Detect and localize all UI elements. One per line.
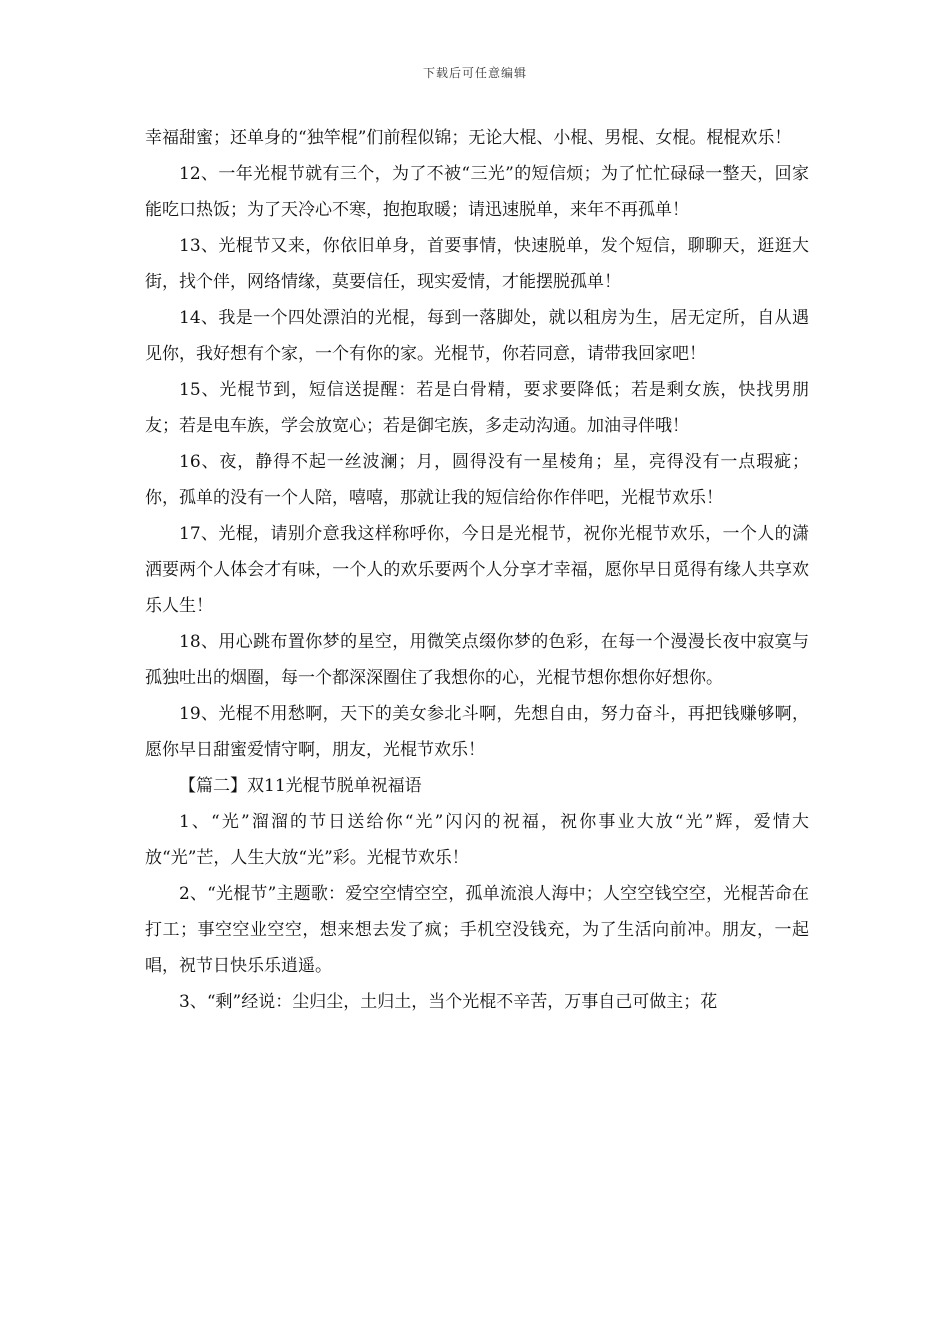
- paragraph: 16、夜，静得不起一丝波澜；月，圆得没有一星棱角；星，亮得没有一点瑕疵；你，孤单的没有一个人陪，嘻嘻，那就让我的短信给你作伴吧，光棍节欢乐！: [145, 452, 809, 508]
- paragraph: 15、光棍节到，短信送提醒：若是白骨精，要求要降低；若是剩女族，快找男朋友；若是电车族，学会放宽心；若是御宅族，多走动沟通。加油寻伴哦！: [145, 380, 809, 436]
- paragraph: 2、“光棍节”主题歌：爱空空情空空，孤单流浪人海中；人空空钱空空，光棍苦命在打工；事空空业空空，想来想去发了疯；手机空没钱充，为了生活向前冲。朋友，一起唱，祝节日快乐乐逍遥。: [145, 884, 809, 976]
- paragraph: 18、用心跳布置你梦的星空，用微笑点缀你梦的色彩，在每一个漫漫长夜中寂寞与孤独吐出的烟圈，每一个都深深圈住了我想你的心，光棍节想你想你好想你。: [145, 632, 809, 688]
- paragraph: 1、“光”溜溜的节日送给你“光”闪闪的祝福，祝你事业大放“光”辉，爱情大放“光”芒，人生大放“光”彩。光棍节欢乐！: [145, 812, 809, 868]
- paragraph: 19、光棍不用愁啊，天下的美女参北斗啊，先想自由，努力奋斗，再把钱赚够啊，愿你早日甜蜜爱情守啊，朋友，光棍节欢乐！: [145, 704, 809, 760]
- paragraph: 3、“剩”经说：尘归尘，土归土，当个光棍不辛苦，万事自己可做主；花: [179, 992, 718, 1012]
- paragraph: 幸福甜蜜；还单身的“独竿棍”们前程似锦；无论大棍、小棍、男棍、女棍。棍棍欢乐！: [145, 128, 792, 148]
- document-body: [145, 120, 809, 1020]
- page-header: 下载后可任意编辑: [422, 66, 527, 80]
- paragraph: 14、我是一个四处漂泊的光棍，每到一落脚处，就以租房为生，居无定所，自从遇见你，我好想有个家，一个有你的家。光棍节，你若同意，请带我回家吧！: [145, 308, 809, 364]
- paragraph: 13、光棍节又来，你依旧单身，首要事情，快速脱单，发个短信，聊聊天，逛逛大街，找个伴，网络情缘，莫要信任，现实爱情，才能摆脱孤单！: [145, 236, 809, 292]
- paragraph: 17、光棍，请别介意我这样称呼你，今日是光棍节，祝你光棍节欢乐，一个人的潇洒要两个人体会才有味，一个人的欢乐要两个人分享才幸福，愿你早日觅得有缘人共享欢乐人生！: [145, 524, 809, 616]
- paragraph: 12、一年光棍节就有三个，为了不被“三光”的短信烦；为了忙忙碌碌一整天，回家能吃口热饭；为了天冷心不寒，抱抱取暖；请迅速脱单，来年不再孤单！: [145, 164, 809, 220]
- section-heading: 【篇二】双11光棍节脱单祝福语: [179, 776, 422, 796]
